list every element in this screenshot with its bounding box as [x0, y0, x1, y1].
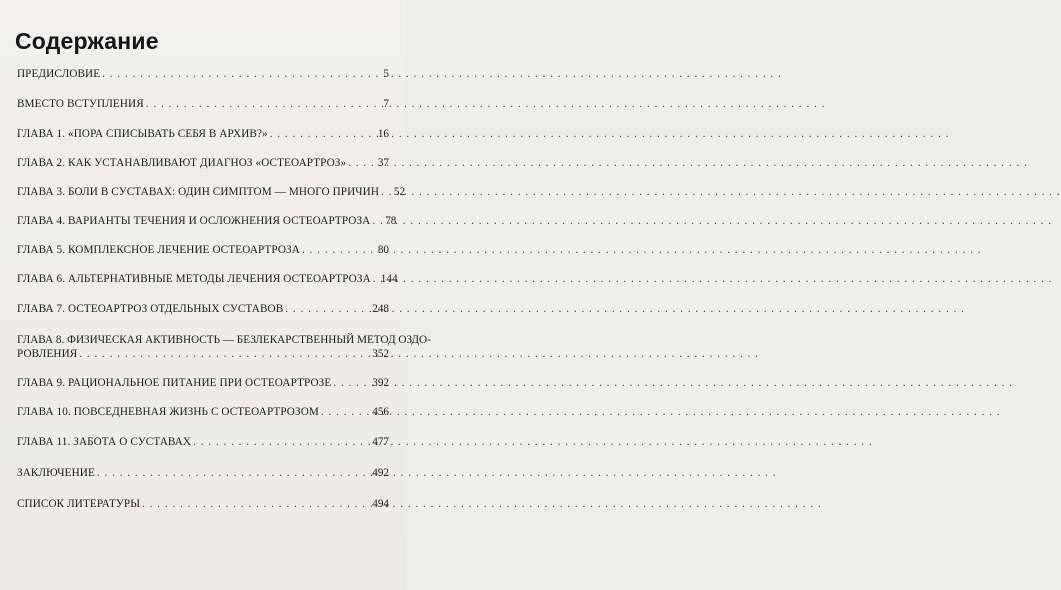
toc-entry-label: ГЛАВА 5. КОМПЛЕКСНОЕ ЛЕЧЕНИЕ ОСТЕОАРТРОЗА	[17, 244, 300, 256]
table-of-contents	[17, 0, 431, 590]
book-page	[0, 0, 431, 590]
toc-entry-chapter-5[interactable]	[17, 243, 389, 257]
toc-leader-dots	[319, 405, 372, 419]
toc-page-number: 16	[377, 128, 389, 140]
toc-entry-conclusion[interactable]	[17, 466, 389, 480]
toc-page-number: 352	[372, 348, 389, 360]
toc-page-number: 144	[380, 273, 398, 285]
toc-entry-chapter-4[interactable]	[17, 214, 397, 228]
toc-entry-preface[interactable]	[17, 67, 389, 81]
toc-leader-dots	[371, 272, 381, 286]
toc-entry-label: ВМЕСТО ВСТУПЛЕНИЯ	[17, 98, 144, 110]
toc-entry-chapter-2[interactable]	[17, 156, 389, 170]
toc-leader-dots	[144, 97, 373, 111]
toc-entry-label: ГЛАВА 10. ПОВСЕДНЕВНАЯ ЖИЗНЬ С ОСТЕОАРТРОЗОМ	[17, 406, 319, 418]
toc-page-number: 456	[372, 406, 389, 418]
toc-entry-chapter-8[interactable]	[17, 333, 431, 361]
toc-entry-label: ГЛАВА 2. КАК УСТАНАВЛИВАЮТ ДИАГНОЗ «ОСТЕОАРТРОЗ»	[17, 157, 347, 169]
toc-entry-label: ПРЕДИСЛОВИЕ	[17, 68, 101, 80]
toc-page-number: 477	[372, 436, 389, 448]
toc-leader-dots	[95, 466, 372, 480]
toc-leader-dots	[300, 243, 373, 257]
toc-page-number: 78	[385, 215, 397, 227]
toc-leader-dots	[191, 435, 372, 449]
toc-entry-label: ГЛАВА 8. ФИЗИЧЕСКАЯ АКТИВНОСТЬ — БЕЗЛЕКАРСТВЕННЫЙ МЕТОД ОЗДО-	[17, 334, 431, 346]
toc-entry-label: ГЛАВА 4. ВАРИАНТЫ ТЕЧЕНИЯ И ОСЛОЖНЕНИЯ ОСТЕОАРТРОЗА	[17, 215, 371, 227]
toc-leader-dots	[268, 127, 373, 141]
toc-leader-dots	[331, 376, 372, 390]
toc-entry-chapter-6[interactable]	[17, 272, 398, 286]
toc-entry-label: ГЛАВА 6. АЛЬТЕРНАТИВНЫЕ МЕТОДЫ ЛЕЧЕНИЯ ОСТЕОАРТРОЗА	[17, 273, 371, 285]
toc-page-number: 7	[383, 98, 389, 110]
toc-entry-chapter-3[interactable]	[17, 185, 406, 199]
toc-page-number: 5	[383, 68, 389, 80]
toc-page-number: 52	[393, 186, 406, 198]
toc-page-number: 37	[377, 157, 389, 169]
toc-leader-dots	[283, 302, 372, 316]
toc-page-number: 392	[372, 377, 389, 389]
toc-page-number: 80	[377, 244, 389, 256]
toc-leader-dots	[379, 185, 389, 199]
toc-entry-bibliography[interactable]	[17, 497, 389, 511]
toc-leader-dots	[370, 214, 380, 228]
toc-entry-chapter-11[interactable]	[17, 435, 389, 449]
toc-leader-dots	[140, 497, 372, 511]
toc-entry-label: СПИСОК ЛИТЕРАТУРЫ	[17, 498, 141, 510]
toc-entry-label: ГЛАВА 9. РАЦИОНАЛЬНОЕ ПИТАНИЕ ПРИ ОСТЕОАРТРОЗЕ	[17, 377, 332, 389]
toc-entry-label-continued: РОВЛЕНИЯ	[17, 348, 78, 360]
page-title: Содержание	[15, 28, 159, 54]
toc-entry-chapter-9[interactable]	[17, 376, 389, 390]
toc-page-number: 494	[372, 498, 389, 510]
toc-leader-dots	[100, 67, 373, 81]
toc-leader-dots	[77, 347, 372, 361]
toc-entry-chapter-1[interactable]	[17, 127, 389, 141]
toc-entry-label: ГЛАВА 3. БОЛИ В СУСТАВАХ: ОДИН СИМПТОМ — МНОГО ПРИЧИН	[17, 186, 380, 198]
toc-entry-label: ЗАКЛЮЧЕНИЕ	[17, 467, 95, 479]
toc-page-number: 492	[372, 467, 389, 479]
toc-entry-introduction[interactable]	[17, 97, 389, 111]
toc-entry-label: ГЛАВА 7. ОСТЕОАРТРОЗ ОТДЕЛЬНЫХ СУСТАВОВ	[17, 303, 284, 315]
toc-leader-dots	[346, 156, 373, 170]
toc-entry-label: ГЛАВА 1. «ПОРА СПИСЫВАТЬ СЕБЯ В АРХИВ?»	[17, 128, 268, 140]
toc-entry-chapter-10[interactable]	[17, 405, 389, 419]
toc-entry-chapter-7[interactable]	[17, 302, 389, 316]
toc-entry-label: ГЛАВА 11. ЗАБОТА О СУСТАВАХ	[17, 436, 192, 448]
toc-entry-line2	[17, 347, 389, 361]
toc-page-number: 248	[372, 303, 389, 315]
